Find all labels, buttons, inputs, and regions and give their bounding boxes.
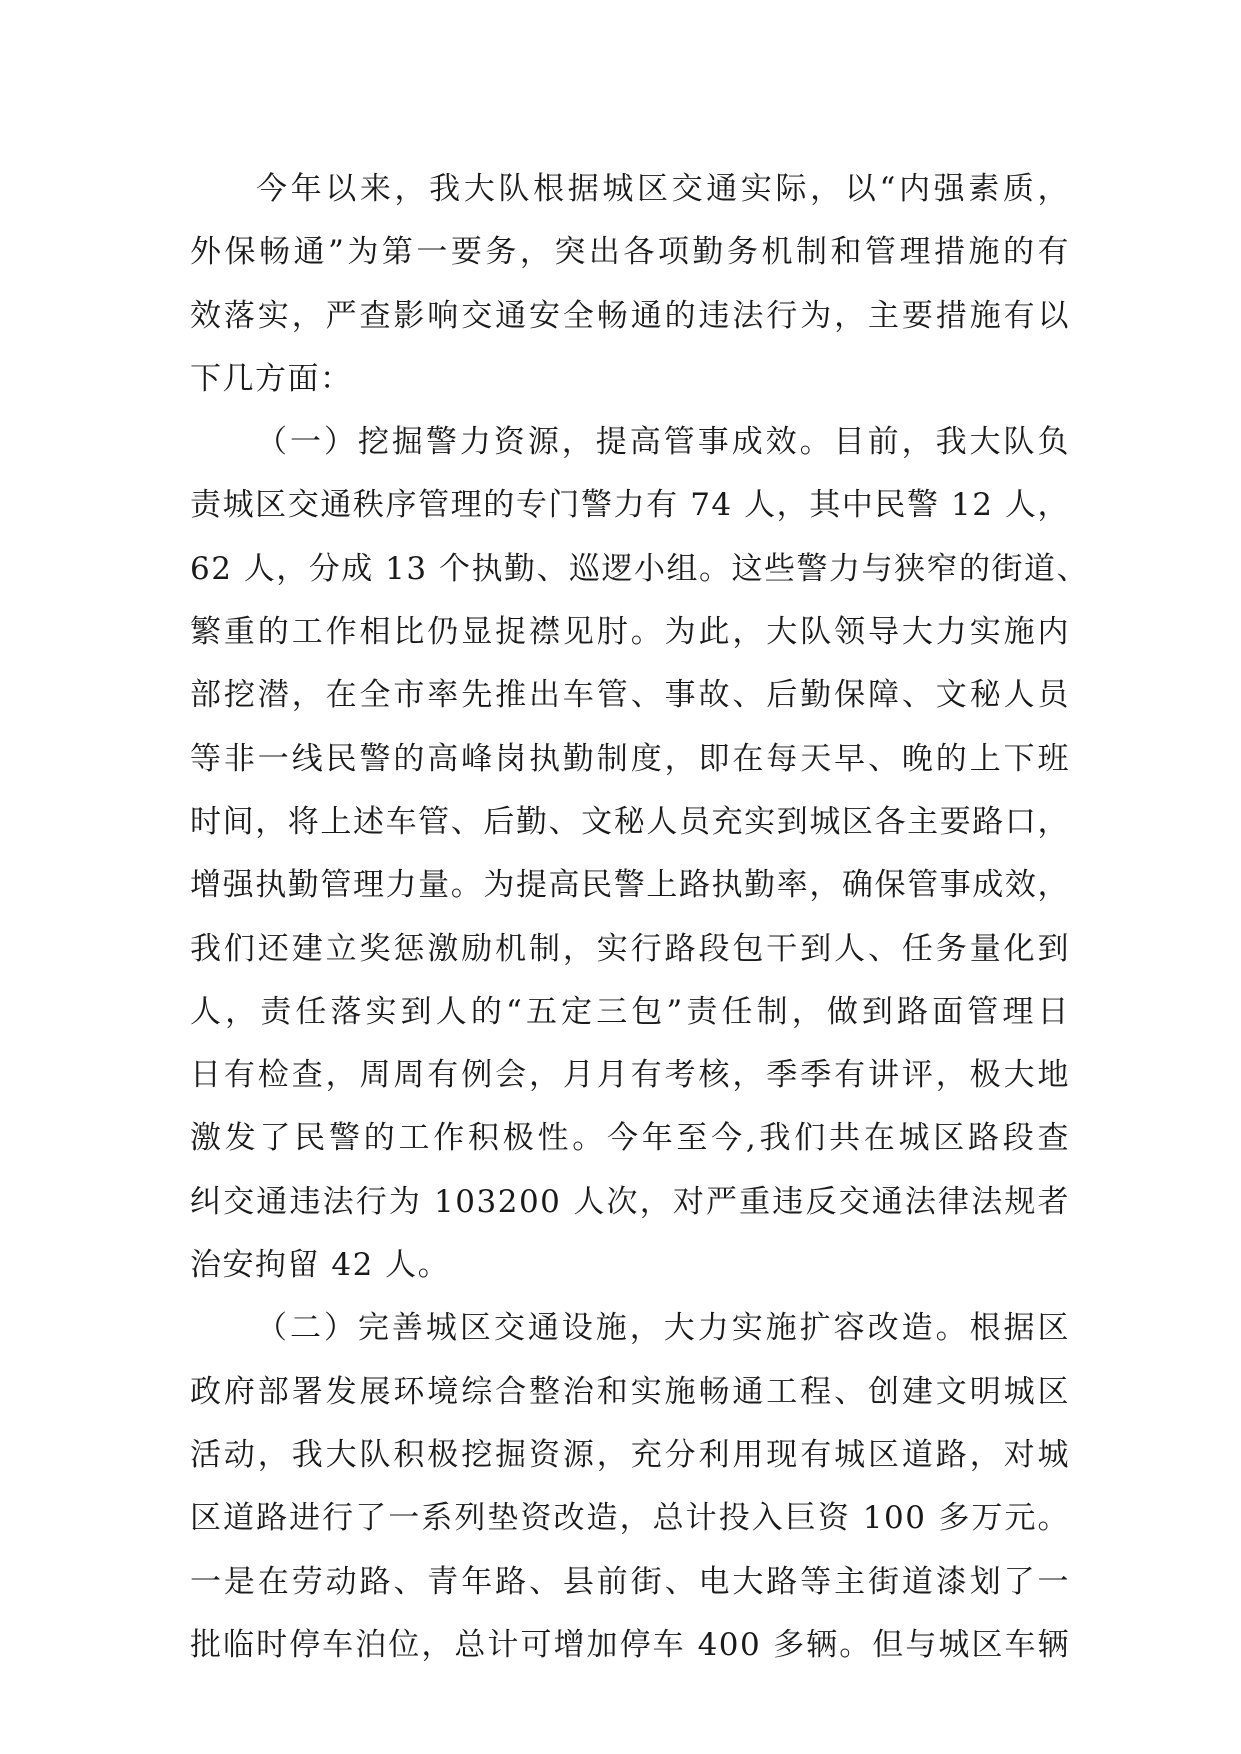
text-line: 繁重的工作相比仍显捉襟见肘。为此，大队领导大力实施内 bbox=[190, 614, 1070, 651]
paragraph-intro bbox=[190, 158, 1070, 411]
paragraph-section-1 bbox=[190, 411, 1089, 1297]
document-body bbox=[190, 158, 1089, 1677]
text-line: 人，责任落实到人的“五定三包”责任制，做到路面管理日 bbox=[190, 993, 1070, 1030]
text-line: 我们还建立奖惩激励机制，实行路段包干到人、任务量化到 bbox=[190, 930, 1070, 967]
text-line: 效落实，严查影响交通安全畅通的违法行为，主要措施有以 bbox=[190, 297, 1070, 334]
text-line: 外保畅通”为第一要务，突出各项勤务机制和管理措施的有 bbox=[190, 234, 1070, 271]
text-line: 今年以来，我大队根据城区交通实际，以“内强素质， bbox=[256, 171, 1070, 207]
text-line: 纠交通违法行为 103200 人次，对严重违反交通法律法规者 bbox=[190, 1183, 1070, 1220]
text-line: 下几方面： bbox=[190, 360, 353, 397]
text-line: 批临时停车泊位，总计可增加停车 400 多辆。但与城区车辆 bbox=[190, 1626, 1070, 1663]
text-line: 增强执勤管理力量。为提高民警上路执勤率，确保管事成效， bbox=[190, 867, 1070, 904]
text-line: 时间，将上述车管、后勤、文秘人员充实到城区各主要路口， bbox=[190, 803, 1070, 840]
text-line: 治安拘留 42 人。 bbox=[190, 1247, 451, 1284]
text-line: 等非一线民警的高峰岗执勤制度，即在每天早、晚的上下班 bbox=[190, 740, 1070, 777]
text-line: 责城区交通秩序管理的专门警力有 74 人，其中民警 12 人， bbox=[190, 487, 1070, 524]
paragraph-section-2 bbox=[190, 1297, 1070, 1677]
text-line: 区道路进行了一系列垫资改造，总计投入巨资 100 多万元。 bbox=[190, 1500, 1070, 1537]
text-line: 日有检查，周周有例会，月月有考核，季季有讲评，极大地 bbox=[190, 1057, 1070, 1094]
text-line: 激发了民警的工作积极性。今年至今,我们共在城区路段查 bbox=[190, 1120, 1070, 1157]
section-heading-line: （二）完善城区交通设施，大力实施扩容改造。根据区 bbox=[256, 1310, 1070, 1347]
text-line: 活动，我大队积极挖掘资源，充分利用现有城区道路，对城 bbox=[190, 1436, 1070, 1473]
text-line: 政府部署发展环境综合整治和实施畅通工程、创建文明城区 bbox=[190, 1373, 1070, 1410]
text-line: 部挖潜，在全市率先推出车管、事故、后勤保障、文秘人员 bbox=[190, 677, 1070, 714]
text-line: 一是在劳动路、青年路、县前街、电大路等主街道漆划了一 bbox=[190, 1563, 1070, 1600]
text-line: 62 人，分成 13 个执勤、巡逻小组。这些警力与狭窄的街道、 bbox=[190, 550, 1089, 587]
section-heading-line: （一）挖掘警力资源，提高管事成效。目前，我大队负 bbox=[256, 424, 1070, 461]
